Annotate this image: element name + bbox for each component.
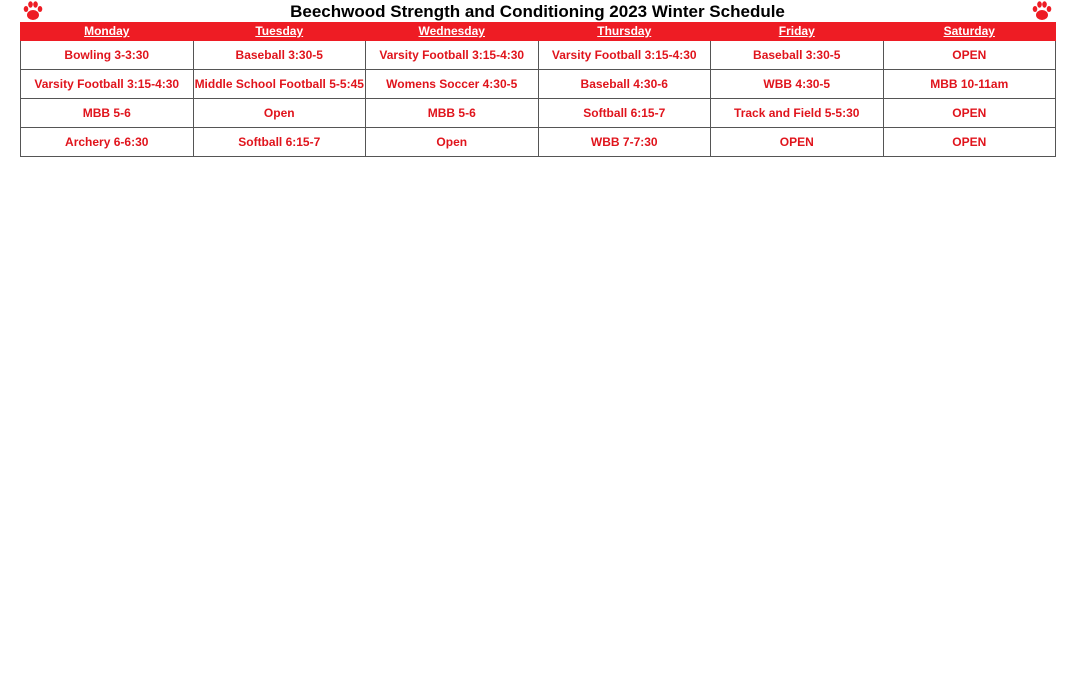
schedule-cell: Baseball 3:30-5 bbox=[193, 41, 366, 70]
schedule-cell: MBB 10-11am bbox=[883, 70, 1056, 99]
schedule-cell: Womens Soccer 4:30-5 bbox=[366, 70, 539, 99]
day-header-thursday: Thursday bbox=[538, 23, 711, 41]
page-title: Beechwood Strength and Conditioning 2023 Winter Schedule bbox=[290, 2, 785, 21]
schedule-cell: Open bbox=[193, 99, 366, 128]
schedule-cell: MBB 5-6 bbox=[366, 99, 539, 128]
schedule-cell: OPEN bbox=[711, 128, 884, 157]
schedule-cell: OPEN bbox=[883, 128, 1056, 157]
day-header-friday: Friday bbox=[711, 23, 884, 41]
schedule-cell: Varsity Football 3:15-4:30 bbox=[538, 41, 711, 70]
day-header-wednesday: Wednesday bbox=[366, 23, 539, 41]
day-header-saturday: Saturday bbox=[883, 23, 1056, 41]
schedule-cell: Middle School Football 5-5:45 bbox=[193, 70, 366, 99]
schedule-cell: Archery 6-6:30 bbox=[21, 128, 194, 157]
schedule-cell: MBB 5-6 bbox=[21, 99, 194, 128]
table-row bbox=[21, 99, 1056, 128]
schedule-cell: Open bbox=[366, 128, 539, 157]
schedule-table bbox=[20, 22, 1056, 157]
day-header-monday: Monday bbox=[21, 23, 194, 41]
schedule-cell: OPEN bbox=[883, 41, 1056, 70]
schedule-cell: WBB 7-7:30 bbox=[538, 128, 711, 157]
table-row bbox=[21, 70, 1056, 99]
schedule-cell: Baseball 4:30-6 bbox=[538, 70, 711, 99]
day-header-tuesday: Tuesday bbox=[193, 23, 366, 41]
schedule-cell: Varsity Football 3:15-4:30 bbox=[366, 41, 539, 70]
table-row bbox=[21, 128, 1056, 157]
schedule-cell: WBB 4:30-5 bbox=[711, 70, 884, 99]
header-row bbox=[21, 23, 1056, 41]
schedule-cell: Varsity Football 3:15-4:30 bbox=[21, 70, 194, 99]
schedule-cell: Baseball 3:30-5 bbox=[711, 41, 884, 70]
schedule-cell: Track and Field 5-5:30 bbox=[711, 99, 884, 128]
schedule-cell: Bowling 3-3:30 bbox=[21, 41, 194, 70]
table-row bbox=[21, 41, 1056, 70]
paw-print-icon bbox=[1031, 0, 1053, 22]
schedule-cell: OPEN bbox=[883, 99, 1056, 128]
schedule-cell: Softball 6:15-7 bbox=[538, 99, 711, 128]
schedule-cell: Softball 6:15-7 bbox=[193, 128, 366, 157]
